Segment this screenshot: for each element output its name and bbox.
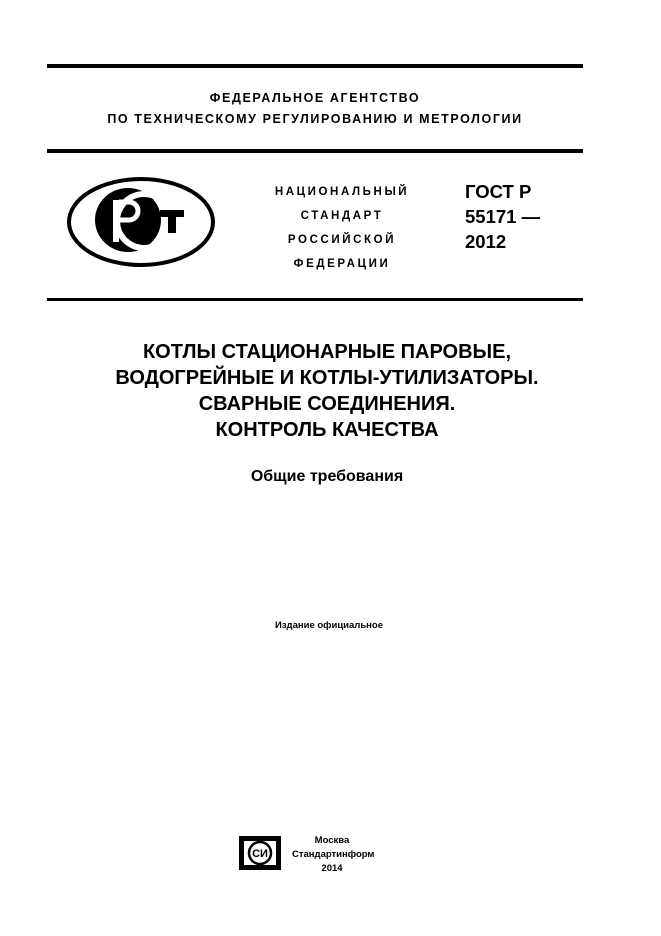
designation-line-3: 2012 <box>465 231 507 252</box>
title-line-3: СВАРНЫЕ СОЕДИНЕНИЯ. <box>198 393 456 415</box>
top-rule <box>47 64 583 68</box>
publisher-city: Москва <box>314 835 350 846</box>
national-standard-line-3: РОССИЙСКОЙ <box>287 234 397 246</box>
national-standard-line-4: ФЕДЕРАЦИИ <box>293 258 391 270</box>
title-line-4: КОНТРОЛЬ КАЧЕСТВА <box>215 419 439 441</box>
designation-line-2: 55171 — <box>465 206 541 227</box>
edition-note: Издание официальное <box>275 620 383 631</box>
publisher-logo-text: СИ <box>252 848 268 860</box>
document-title <box>47 339 607 443</box>
publisher-info <box>292 834 375 876</box>
national-standard-line-2: СТАНДАРТ <box>300 210 384 222</box>
publication-year: 2014 <box>321 863 343 874</box>
middle-rule <box>47 298 583 301</box>
agency-name <box>47 88 583 130</box>
document-subtitle: Общие требования <box>250 468 404 485</box>
title-line-1: КОТЛЫ СТАЦИОНАРНЫЕ ПАРОВЫЕ, <box>142 341 512 363</box>
national-standard-line-1: НАЦИОНАЛЬНЫЙ <box>274 186 410 198</box>
title-line-2: ВОДОГРЕЙНЫЕ И КОТЛЫ-УТИЛИЗАТОРЫ. <box>115 367 539 389</box>
national-standard-label <box>262 180 422 276</box>
rst-mark-p-stem <box>113 200 119 242</box>
rst-mark-icon <box>66 176 216 268</box>
standard-designation <box>465 179 540 254</box>
agency-line-2: ПО ТЕХНИЧЕСКОМУ РЕГУЛИРОВАНИЮ И МЕТРОЛОГИИ <box>107 112 523 126</box>
publisher-name: Стандартинформ <box>292 849 375 860</box>
header-rule <box>47 149 583 153</box>
agency-line-1: ФЕДЕРАЛЬНОЕ АГЕНТСТВО <box>209 91 421 105</box>
rst-mark-t-stem <box>168 210 176 233</box>
standartinform-logo-icon <box>238 835 282 871</box>
designation-line-1: ГОСТ Р <box>465 181 532 202</box>
